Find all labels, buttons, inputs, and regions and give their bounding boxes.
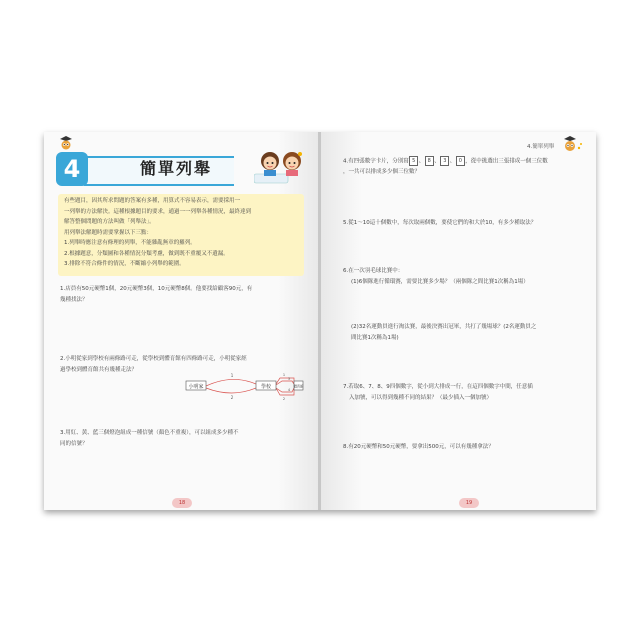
question-6 bbox=[343, 266, 593, 287]
kids-illustration bbox=[254, 150, 312, 186]
question-line: 1.店員有50元硬幣1個，20元硬幣3個，10元硬幣8個。他要找給顧客90元，有 bbox=[60, 286, 253, 292]
diagram-home-label: 小明家 bbox=[188, 384, 204, 390]
diagram-school-label: 學校 bbox=[260, 384, 272, 390]
intro-text bbox=[64, 196, 304, 270]
owl-icon bbox=[58, 136, 74, 150]
question-line: ，一共可以排成多少個三位數？ bbox=[343, 169, 421, 175]
route-diagram bbox=[184, 370, 304, 402]
question-line: 7.若取6、7、8、9四個數字，從小到大排成一行，在這四個數字中間，任意插 bbox=[343, 384, 533, 390]
page-number-left: 18 bbox=[172, 498, 192, 508]
intro-line: 1.列舉時應注意有條理的列舉，不能雜亂無章的羅列。 bbox=[64, 240, 196, 246]
question-line: 6.在一次羽毛球比賽中： bbox=[343, 268, 404, 274]
question-line: 3.用紅、黃、藍三個燈泡組成一種信號（顏色不重複），可以組成多少種不 bbox=[60, 430, 239, 436]
question-5 bbox=[343, 218, 593, 229]
number-card: 5 bbox=[409, 156, 418, 166]
owl-icon bbox=[561, 136, 583, 152]
diagram-route-label: 4 bbox=[287, 388, 291, 392]
intro-line: 用列舉法解題時需要掌握以下三點： bbox=[64, 229, 153, 236]
left-page bbox=[44, 132, 319, 510]
question-line: 間比賽1次稱為1場) bbox=[351, 334, 399, 341]
question-3 bbox=[60, 428, 310, 449]
question-line: (2)32名運動員進行淘汰賽，最後決賽出冠軍，共打了幾場球？(2名運動員之 bbox=[351, 324, 537, 330]
number-card: 8 bbox=[425, 156, 434, 166]
diagram-route-label: 1 bbox=[230, 373, 234, 378]
chapter-title: 簡單列舉 bbox=[140, 159, 213, 178]
question-6-2 bbox=[351, 322, 596, 343]
question-8 bbox=[343, 442, 593, 453]
diagram-route-label: 2 bbox=[230, 395, 234, 400]
question-text: 4.有四張數字卡片，分別寫 bbox=[343, 158, 409, 165]
question-line: 8.有20元硬幣和50元硬幣，要拿出500元，可以有幾種拿法？ bbox=[343, 444, 494, 450]
question-line: 4.有四張數字卡片，分別寫 5 、 8 、 3 、 0 ，從中挑選出三張排成一個三位數 bbox=[343, 158, 548, 165]
intro-line: 3.排除不符合條件的情況，不斷縮小列舉的範圍。 bbox=[64, 261, 185, 267]
open-book bbox=[44, 132, 596, 510]
number-card: 0 bbox=[456, 156, 465, 166]
diagram-route-label: 3 bbox=[287, 377, 291, 381]
diagram-gym-label: 體育館 bbox=[293, 384, 304, 389]
question-1 bbox=[60, 284, 310, 305]
page-number-right: 19 bbox=[459, 498, 479, 508]
question-line: 幾種找法？ bbox=[60, 296, 88, 303]
number-card: 3 bbox=[440, 156, 449, 166]
question-line: 入加號，可以得到幾種不同的結果？（最少插入一個加號） bbox=[349, 394, 493, 401]
intro-line: 解答整個問題的方法叫做「列舉法」。 bbox=[64, 219, 155, 225]
question-line: (1)6個隊進行循環賽，需要比賽多少場？（兩個隊之間比賽1次稱為1場） bbox=[351, 278, 529, 285]
intro-line: 2.根據題意，分類圖和各種情況分類考慮，做到既不重覆又不遺漏。 bbox=[64, 250, 229, 257]
question-text: ，從中挑選出三張排成一個三位數 bbox=[465, 158, 548, 165]
intro-line: 有些題目，因其所求問題的答案有多種，用算式不容易表示，需要採用一 bbox=[64, 198, 241, 204]
question-line: 同的信號？ bbox=[60, 440, 88, 447]
diagram-route-label: 1 bbox=[282, 373, 286, 377]
chapter-tag: 4.簡單列舉 bbox=[527, 144, 555, 150]
diagram-route-label: 2 bbox=[282, 397, 286, 401]
question-line: 2.小明從家到學校有兩條路可走，從學校到體育館有四條路可走，小明從家經 bbox=[60, 356, 247, 362]
question-line: 過學校到體育館共有幾種走法？ bbox=[60, 366, 138, 373]
right-page bbox=[321, 132, 596, 510]
question-line: 5.從1～10這十個數中，每次取兩個數，要使它們的和大於10，有多少種取法？ bbox=[343, 220, 537, 226]
question-7 bbox=[343, 382, 593, 403]
intro-line: 一列舉的方法解決。這種根據題目的要求，通過一一列舉各種情況，最終達到 bbox=[64, 208, 252, 215]
question-4 bbox=[343, 156, 593, 178]
chapter-number: 4 bbox=[56, 152, 88, 186]
